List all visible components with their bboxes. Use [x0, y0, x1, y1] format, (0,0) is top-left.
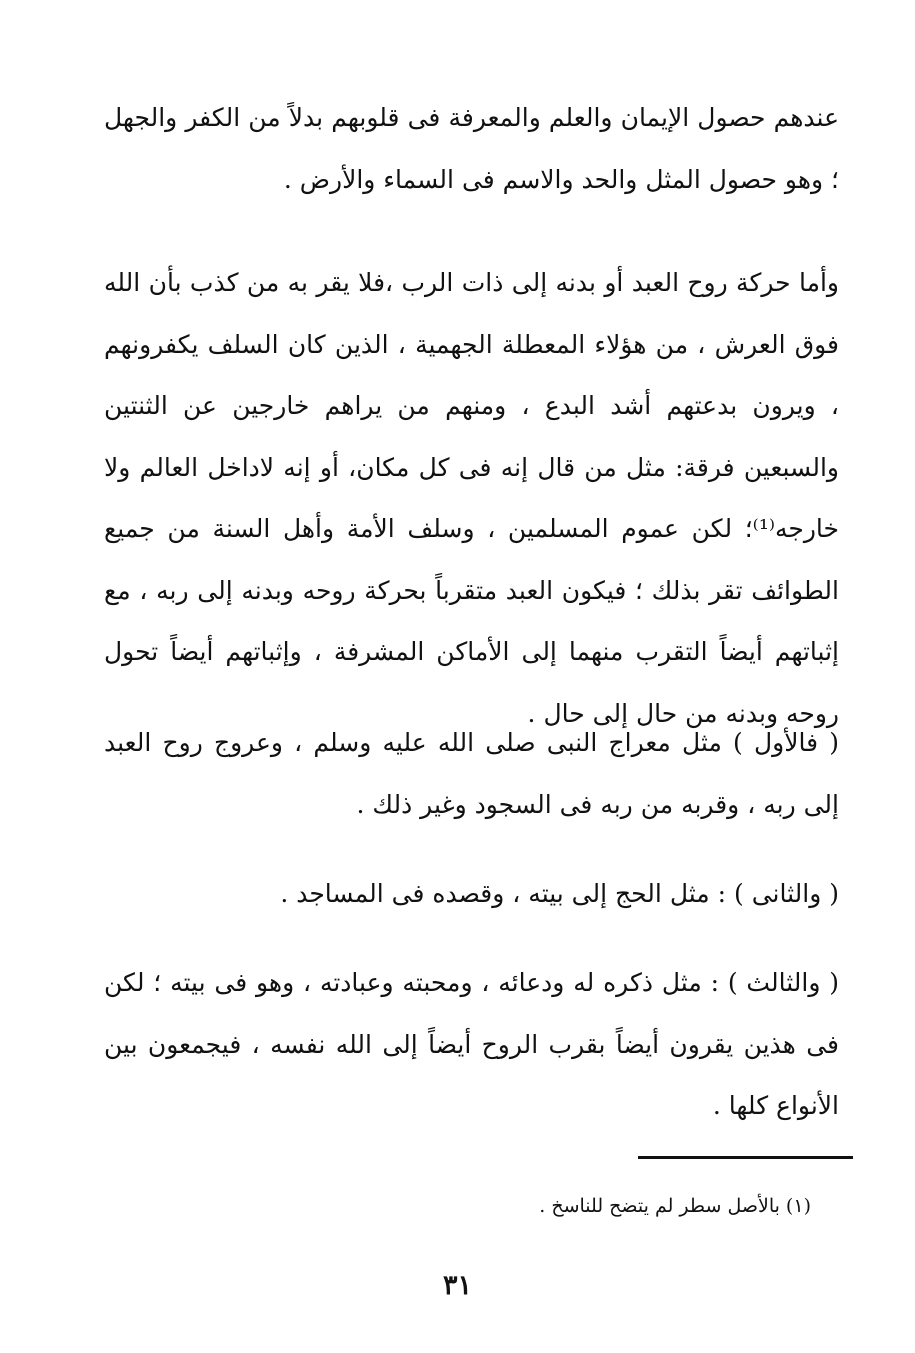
main-text-block — [104, 712, 839, 835]
main-text-block — [104, 87, 839, 210]
paragraph-3: ( فالأول ) مثل معراج النبى صلى الله عليه وسلم ، وعروج روح العبد إلى ربه ، وقربه من ربه فى السجود وغير ذلك . — [104, 728, 839, 819]
paragraph-2: وأما حركة روح العبد أو بدنه إلى ذات الرب ،فلا يقر به من كذب بأن الله فوق العرش ، من هؤلاء المعطلة الجهمية ، الذين كان السلف يكفرونهم ، ويرون بدعتهم أشد البدع ، ومنهم من يراهم خارجين عن الثنتين والسبعين فرقة: مثل من قال إنه فى كل مكان، أو إنه لاداخل العالم ولا خارجه⁽¹⁾؛ لكن عموم المسلمين ، وسلف الأمة وأهل السنة من جميع الطوائف تقر بذلك ؛ فيكون العبد متقرباً بحركة روحه وبدنه إلى ربه ، مع إثباتهم أيضاً التقرب منهما إلى الأماكن المشرفة ، وإثباتهم أيضاً تحول روحه وبدنه من حال إلى حال . — [104, 268, 839, 728]
main-text-block — [104, 252, 839, 744]
main-text-block — [104, 952, 839, 1137]
footnote-separator — [638, 1156, 853, 1159]
page-number: ٣١ — [442, 1270, 472, 1301]
footnote: (١) بالأصل سطر لم يتضح للناسخ . — [539, 1195, 811, 1217]
main-text-block — [104, 863, 839, 925]
paragraph-5: ( والثالث ) : مثل ذكره له ودعائه ، ومحبته وعبادته ، وهو فى بيته ؛ لكن فى هذين يقرون أيضاً بقرب الروح أيضاً إلى الله نفسه ، فيجمعون بين الأنواع كلها . — [104, 968, 839, 1120]
paragraph-1: عندهم حصول الإيمان والعلم والمعرفة فى قلوبهم بدلاً من الكفر والجهل ؛ وهو حصول المثل والحد والاسم فى السماء والأرض . — [104, 103, 839, 194]
paragraph-4: ( والثانى ) : مثل الحج إلى بيته ، وقصده فى المساجد . — [280, 879, 839, 908]
